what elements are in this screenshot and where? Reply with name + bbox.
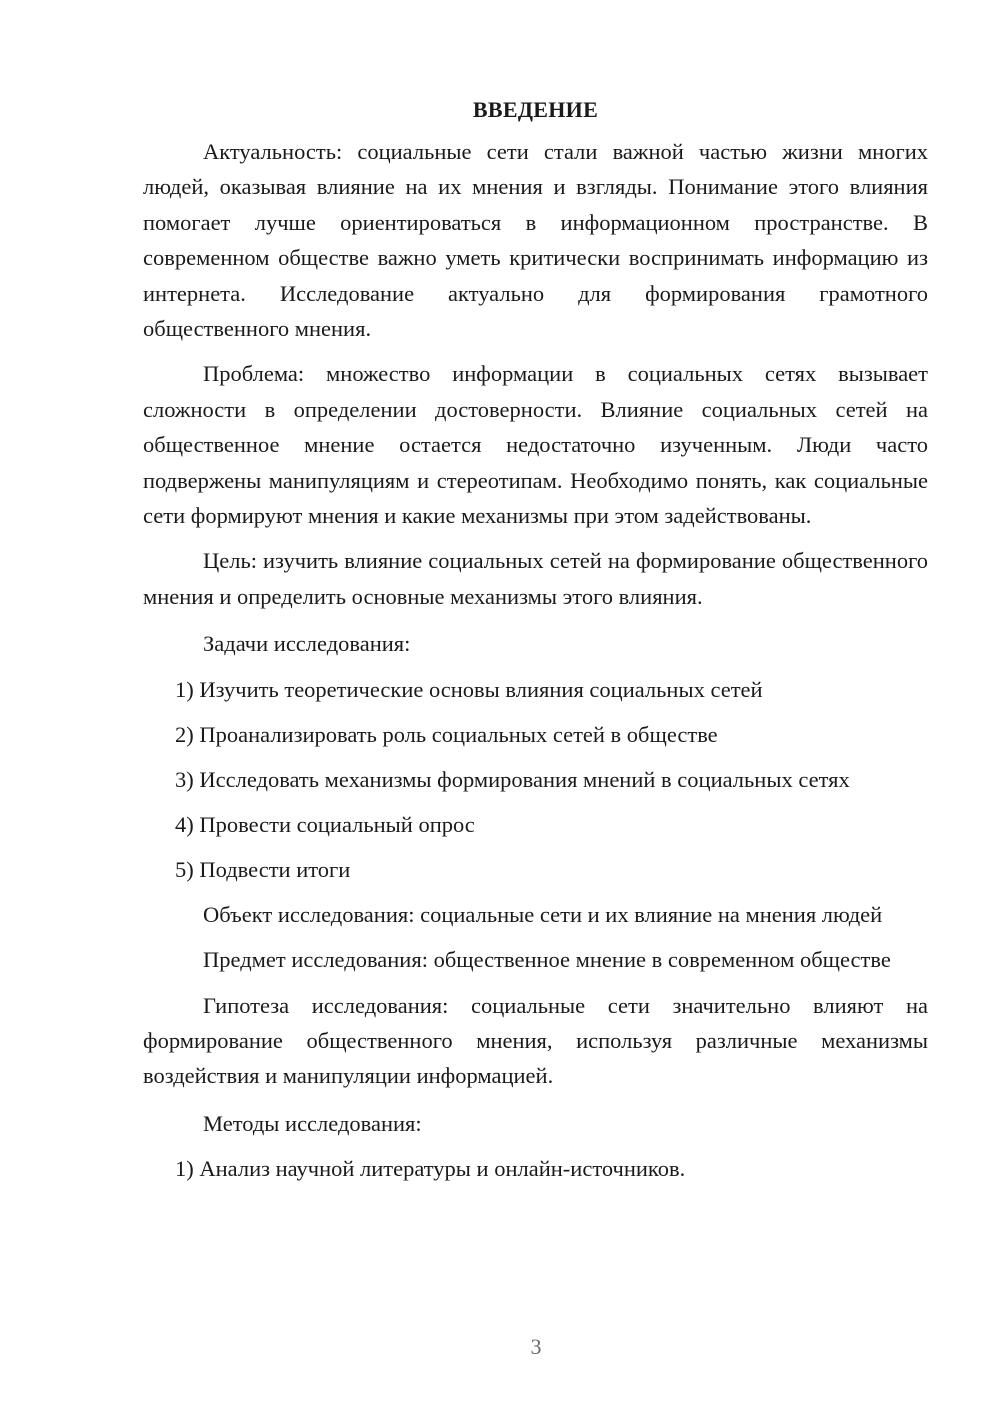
list-item: 2) Проанализировать роль социальных сетей в обществе	[175, 721, 718, 747]
methods-list	[143, 1151, 928, 1186]
page-number: 3	[530, 1334, 542, 1359]
goal-paragraph: Цель: изучить влияние социальных сетей на формирование общественного мнения и определить основные механизмы этого влияния.	[143, 548, 928, 609]
list-item: 1) Анализ научной литературы и онлайн-источников.	[175, 1156, 686, 1182]
methods-heading: Методы исследования:	[203, 1110, 422, 1136]
subject-paragraph: Предмет исследования: общественное мнение в современном обществе	[203, 947, 891, 973]
tasks-heading: Задачи исследования:	[203, 631, 411, 657]
relevance-paragraph: Актуальность: социальные сети стали важной частью жизни многих людей, оказывая влияние на их мнения и взгляды. Понимание этого влияния помогает лучше ориентироваться в информационном пространстве. В современном обществе важно уметь критически воспринимать информацию из интернета. Исследование актуально для формирования грамотного общественного мнения.	[143, 139, 928, 342]
list-item: 4) Провести социальный опрос	[175, 811, 475, 837]
list-item: 5) Подвести итоги	[175, 856, 351, 882]
page-title: ВВЕДЕНИЕ	[472, 97, 599, 122]
hypothesis-paragraph: Гипотеза исследования: социальные сети значительно влияют на формирование общественного мнения, используя различные механизмы воздействия и манипуляции информацией.	[143, 992, 928, 1089]
problem-paragraph: Проблема: множество информации в социальных сетях вызывает сложности в определении достоверности. Влияние социальных сетей на общественное мнение остается недостаточно изученным. Люди часто подвержены манипуляциям и стереотипам. Необходимо понять, как социальные сети формируют мнения и какие механизмы при этом задействованы.	[143, 361, 928, 529]
tasks-list	[143, 672, 928, 887]
list-item: 3) Исследовать механизмы формирования мнений в социальных сетях	[175, 766, 850, 792]
page-content	[143, 92, 928, 1186]
object-paragraph: Объект исследования: социальные сети и их влияние на мнения людей	[203, 901, 883, 927]
list-item: 1) Изучить теоретические основы влияния социальных сетей	[175, 676, 763, 702]
